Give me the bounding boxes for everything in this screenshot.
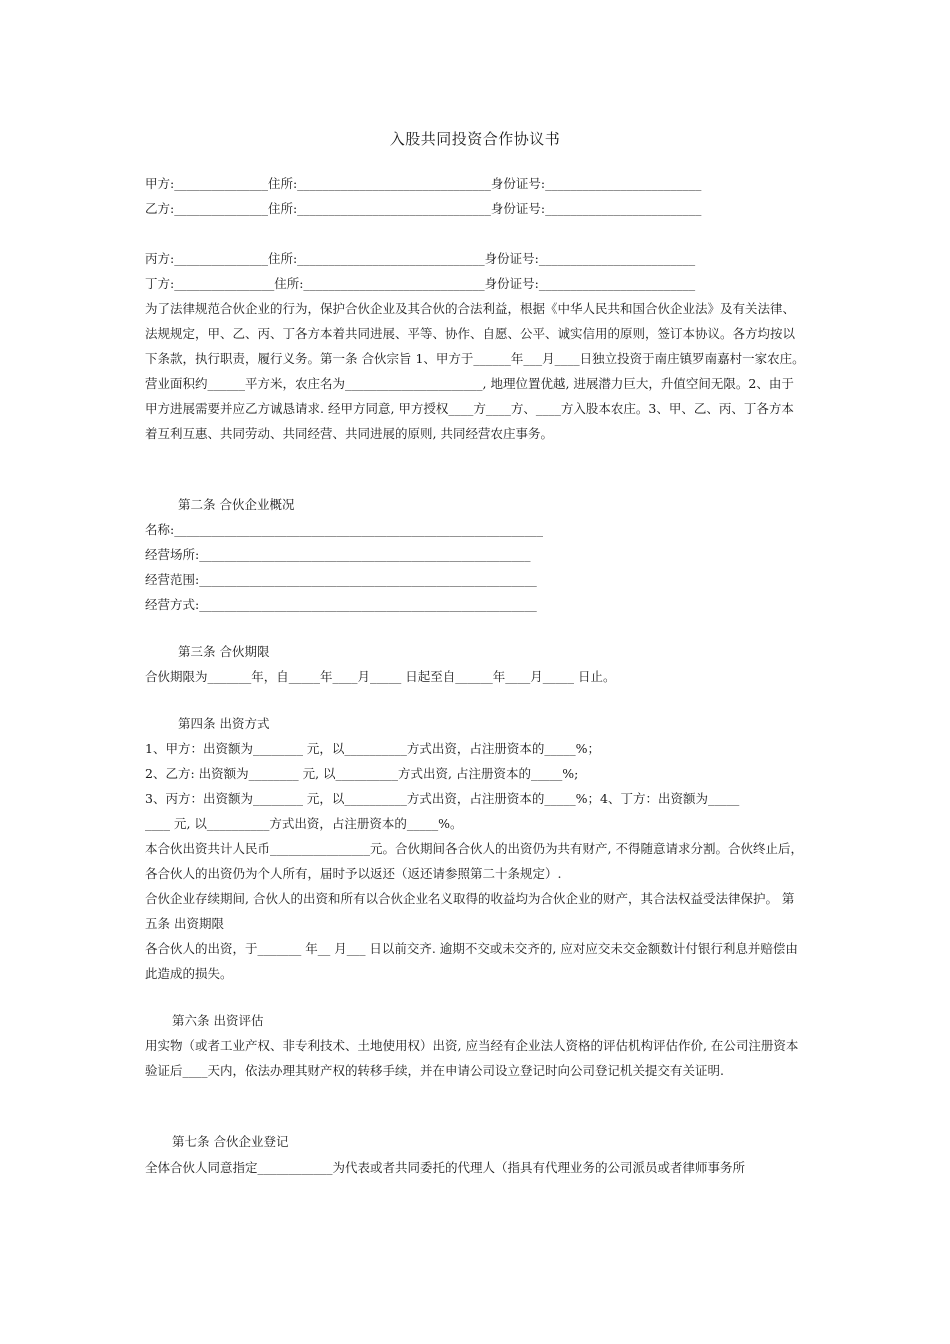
article-2-heading: 第二条 合伙企业概况 <box>178 497 295 512</box>
contribution-c-line: 3、丙方：出资额为________ 元，以__________方式出资，占注册资本的_____%；4、丁方：出资额为_____ <box>145 791 740 806</box>
business-mode-line: 经营方式:______________________________________________________ <box>145 597 537 612</box>
contribution-a-line: 1、甲方：出资额为________ 元，以__________方式出资，占注册资本的_____%； <box>145 741 601 756</box>
party-a-line: 甲方:_______________住所:_______________________________身份证号:_________________________ <box>145 176 702 191</box>
preamble-paragraph: 为了法律规范合伙企业的行为，保护合伙企业及其合伙的合法利益，根据《中华人民共和国合伙企业法》及有关法律、法规规定，甲、乙、丙、丁各方本着共同进展、平等、协作、自愿、公平、诚实信用的原则，签订本协议。各方均按以下条款，执行职责，履行义务。第一条 合伙宗旨 1、甲方于______年___月____日独立投资于南庄镇罗南嘉村一家农庄。营业面积约______平方米，农庄名为______________________, 地理位置优越, 进展潜力巨大，升值空间无限。2、由于甲方进展需要并应乙方诚恳请求. 经甲方同意, 甲方授权____方____方、____方入股本农庄。3、甲、乙、丙、丁各方本着互利互惠、共同劳动、共同经营、共同进展的原则, 共同经营农庄事务。 <box>145 301 805 441</box>
contribution-b-line: 2、乙方: 出资额为________ 元, 以__________方式出资, 占注册资本的_____%; <box>145 766 579 781</box>
party-d-line: 丁方:________________住所:_____________________________身份证号:_________________________ <box>145 276 696 291</box>
partnership-property-paragraph: 合伙企业存续期间, 合伙人的出资和所有以合伙企业名义取得的收益均为合伙企业的财产，其合法权益受法律保护。 第五条 出资期限 <box>145 891 795 931</box>
page-title: 入股共同投资合作协议书 <box>389 130 561 148</box>
article-4-heading: 第四条 出资方式 <box>178 716 270 731</box>
contribution-d-line: ____ 元, 以__________方式出资，占注册资本的_____%。 <box>145 816 463 831</box>
partnership-term-line: 合伙期限为_______年，自_____年____月_____ 日起至自______年____月_____ 日止。 <box>145 669 616 684</box>
total-capital-paragraph: 本合伙出资共计人民币________________元。合伙期间各合伙人的出资仍为共有财产, 不得随意请求分割。合伙终止后，各合伙人的出资仍为个人所有，届时予以返还（返还请参照第二十条规定）. <box>145 841 803 881</box>
article-7-heading: 第七条 合伙企业登记 <box>172 1134 289 1149</box>
business-scope-line: 经营范围:______________________________________________________ <box>145 572 537 587</box>
article-6-heading: 第六条 出资评估 <box>172 1013 264 1028</box>
party-c-line: 丙方:_______________住所:______________________________身份证号:_________________________ <box>145 251 696 266</box>
article-3-heading: 第三条 合伙期限 <box>178 644 270 659</box>
enterprise-name-line: 名称:___________________________________________________________ <box>145 522 543 537</box>
registration-line: 全体合伙人同意指定____________为代表或者共同委托的代理人（指具有代理业务的公司派员或者律师事务所 <box>145 1160 746 1175</box>
business-place-line: 经营场所:_____________________________________________________ <box>145 547 531 562</box>
party-b-line: 乙方:_______________住所:_______________________________身份证号:_________________________ <box>145 201 702 216</box>
contribution-deadline-paragraph: 各合伙人的出资，于_______ 年__ 月___ 日以前交齐. 逾期不交或未交齐的, 应对应交未交金额数计付银行利息并赔偿由此造成的损失。 <box>145 941 798 981</box>
valuation-paragraph: 用实物（或者工业产权、非专利技术、土地使用权）出资, 应当经有企业法人资格的评估机构评估作价, 在公司注册资本验证后____天内，依法办理其财产权的转移手续，并在申请公司设立登记时向公司登记机关提交有关证明. <box>145 1038 799 1078</box>
